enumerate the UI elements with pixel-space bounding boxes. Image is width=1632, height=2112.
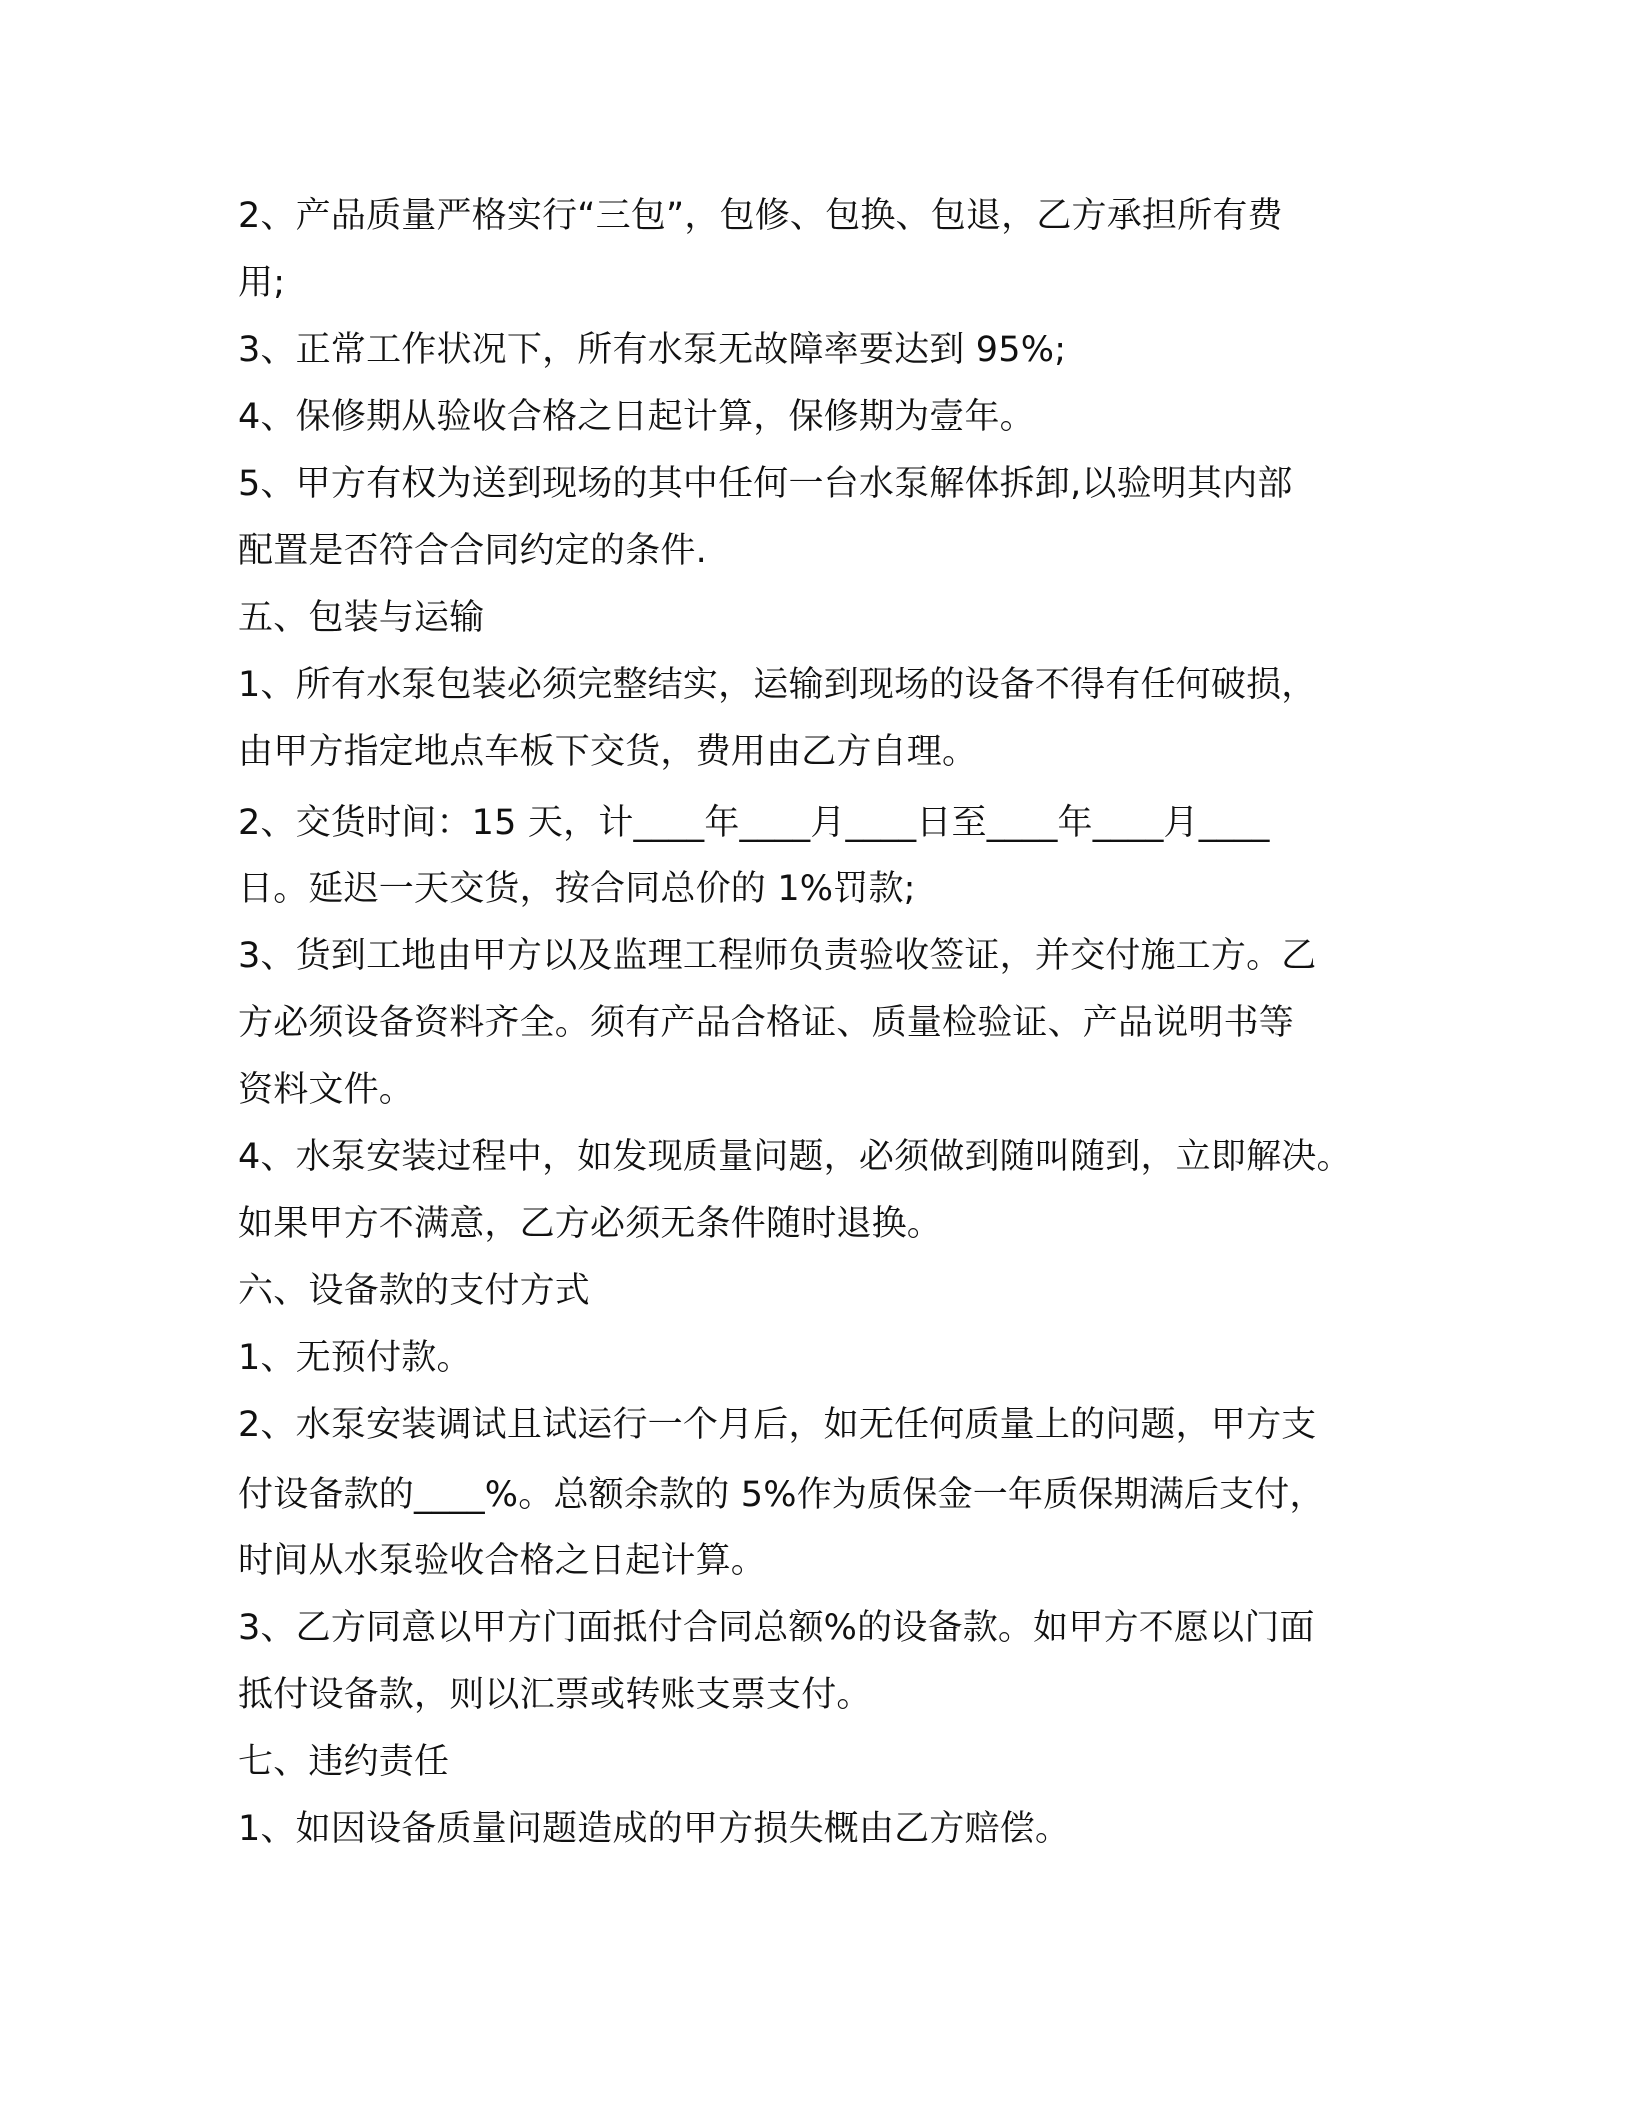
text-line: 2、产品质量严格实行“三包”，包修、包换、包退，乙方承担所有费	[238, 196, 1283, 236]
text-line: 3、货到工地由甲方以及监理工程师负责验收签证，并交付施工方。乙	[238, 936, 1317, 976]
section-heading: 七、违约责任	[238, 1742, 450, 1782]
text-line: 4、保修期从验收合格之日起计算，保修期为壹年。	[238, 397, 1035, 437]
section-heading: 六、设备款的支付方式	[238, 1271, 591, 1311]
text-line: 付设备款的____%。总额余款的 5%作为质保金一年质保期满后支付，	[238, 1475, 1325, 1515]
text-line: 配置是否符合合同约定的条件.	[238, 531, 707, 571]
text-line: 用;	[238, 263, 286, 303]
text-line: 方必须设备资料齐全。须有产品合格证、质量检验证、产品说明书等	[238, 1003, 1295, 1043]
text-line: 3、乙方同意以甲方门面抵付合同总额%的设备款。如甲方不愿以门面	[238, 1608, 1315, 1648]
text-line: 1、无预付款。	[238, 1338, 472, 1378]
text-line: 由甲方指定地点车板下交货，费用由乙方自理。	[238, 732, 978, 772]
text-line: 资料文件。	[238, 1070, 415, 1110]
text-line: 1、所有水泵包装必须完整结实，运输到现场的设备不得有任何破损，	[238, 665, 1317, 705]
text-line: 日。延迟一天交货，按合同总价的 1%罚款;	[238, 869, 916, 909]
text-line: 5、甲方有权为送到现场的其中任何一台水泵解体拆卸,以验明其内部	[238, 464, 1293, 504]
text-line: 4、水泵安装过程中，如发现质量问题，必须做到随叫随到，立即解决。	[238, 1137, 1352, 1177]
section-heading: 五、包装与运输	[238, 598, 485, 638]
text-line: 时间从水泵验收合格之日起计算。	[238, 1541, 767, 1581]
text-line: 抵付设备款，则以汇票或转账支票支付。	[238, 1675, 872, 1715]
text-line: 如果甲方不满意，乙方必须无条件随时退换。	[238, 1204, 943, 1244]
text-line: 2、交货时间：15 天，计____年____月____日至____年____月____	[238, 803, 1270, 843]
text-line: 1、如因设备质量问题造成的甲方损失概由乙方赔偿。	[238, 1809, 1071, 1849]
text-line: 2、水泵安装调试且试运行一个月后，如无任何质量上的问题，甲方支	[238, 1405, 1317, 1445]
text-line: 3、正常工作状况下，所有水泵无故障率要达到 95%;	[238, 330, 1067, 370]
